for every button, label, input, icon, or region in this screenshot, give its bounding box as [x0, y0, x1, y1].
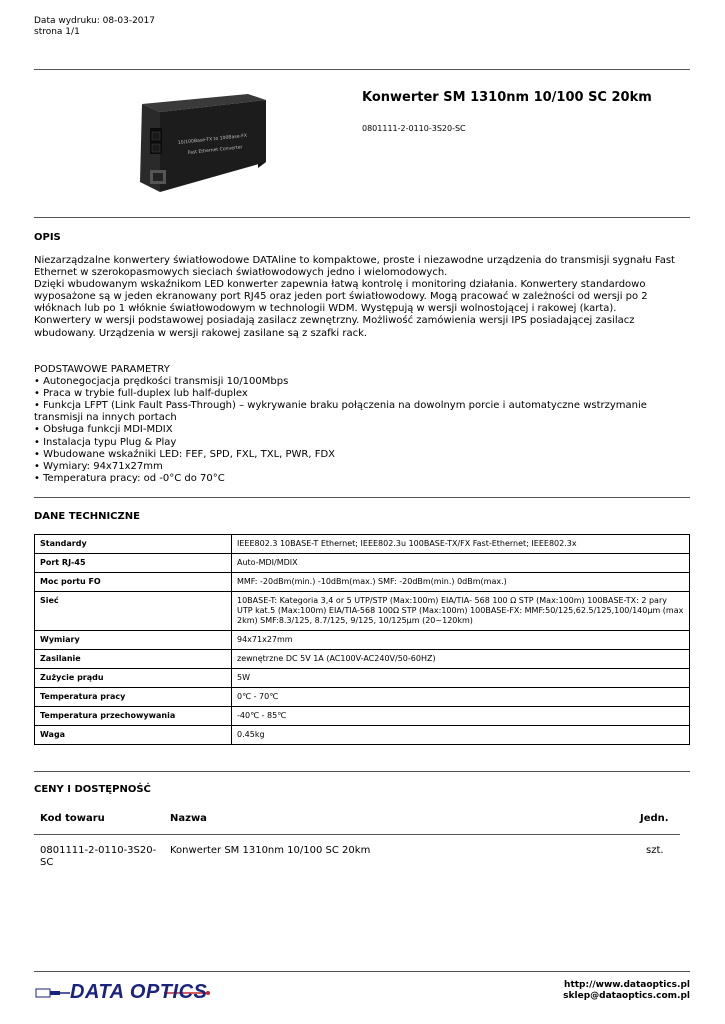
divider [34, 69, 690, 70]
logo-text: DATA OPTICS [70, 981, 208, 1003]
data-optics-logo [34, 978, 214, 1008]
spec-key: Zasilanie [35, 650, 232, 669]
product-image [120, 84, 280, 202]
table-row [35, 669, 690, 688]
spec-key: Zużycie prądu [35, 669, 232, 688]
price-row-name: Konwerter SM 1310nm 10/100 SC 20km [170, 845, 371, 856]
parameter-item: • Wymiary: 94x71x27mm [34, 460, 163, 472]
footer-contact [563, 980, 690, 1002]
description-paragraph: Konwertery w wersji podstawowej posiadają zasilacz zewnętrzny. Możliwość zamówienia wersji IPS posiadającej zasilacz wbudowany. Urządzenia w wersji rakowej zasilane są z szafki rack. [34, 315, 635, 339]
divider [34, 217, 690, 218]
section-heading-description: OPIS [34, 232, 61, 243]
footer-email[interactable]: sklep@dataoptics.com.pl [563, 991, 690, 1001]
parameter-item: • Wbudowane wskaźniki LED: FEF, SPD, FXL, TXL, PWR, FDX [34, 448, 336, 460]
parameter-item: • Instalacja typu Plug & Play [34, 436, 177, 448]
parameter-item: • Autonegocjacja prędkości transmisji 10/100Mbps [34, 376, 289, 388]
print-date: Data wydruku: 08-03-2017 [34, 16, 155, 26]
table-row [35, 592, 690, 631]
print-header [34, 16, 155, 38]
divider [34, 497, 690, 498]
product-title: Konwerter SM 1310nm 10/100 SC 20km [362, 90, 652, 105]
parameters-heading: PODSTAWOWE PARAMETRY [34, 364, 170, 375]
spec-key: Standardy [35, 535, 232, 554]
description-paragraph: Niezarządzalne konwertery światłowodowe DATAline to kompaktowe, proste i niezawodne urządzenia do transmisji sygnału Fast Ethernet w szerokopasmowych sieciach światłowodowych jedno i wielomodowych. [34, 255, 675, 279]
section-heading-tech: DANE TECHNICZNE [34, 511, 140, 522]
description-paragraph: Dzięki wbudowanym wskaźnikom LED konwerter zapewnia łatwą kontrolę i monitoring działania. Konwertery standardowo wyposażone są w jeden ekranowany port RJ45 oraz jeden port światłowodowy. Mogą pracować w zależności od wersji po 2 włóknach lub po 1 włóknie światłowodowym w technologii WDM. Występują w wersji wolnostojącej i rakowej (karta). [34, 279, 648, 315]
table-row [35, 726, 690, 745]
spec-value: 0.45kg [232, 726, 690, 745]
description-text [34, 255, 694, 340]
table-row [35, 535, 690, 554]
spec-value: 10BASE-T: Kategoria 3,4 or 5 UTP/STP (Max:100m) EIA/TIA- 568 100 Ω STP (Max:100m) 100BASE-TX: 2 pary UTP kat.5 (Max:100m) EIA/TIA-568 100Ω STP (Max:100m) 100BASE-FX: MMF:50/125,62.5/125,100/140μm (max 2km) SMF:8.3/125, 8.7/125, 9/125, 10/125μm (20~120km) [232, 592, 690, 631]
spec-value: MMF: -20dBm(min.) -10dBm(max.) SMF: -20dBm(min.) 0dBm(max.) [232, 573, 690, 592]
column-header-code: Kod towaru [40, 813, 105, 824]
section-heading-prices: CENY I DOSTĘPNOŚĆ [34, 784, 151, 795]
parameter-item: • Temperatura pracy: od -0°C do 70°C [34, 472, 225, 484]
image-label-line2: Fast Ethernet Converter [187, 145, 243, 156]
table-row [35, 554, 690, 573]
spec-key: Port RJ-45 [35, 554, 232, 573]
table-row [35, 688, 690, 707]
tech-spec-table [34, 534, 690, 745]
table-row [35, 650, 690, 669]
price-row-unit: szt. [646, 845, 664, 856]
spec-value: 5W [232, 669, 690, 688]
spec-value: -40℃ - 85℃ [232, 707, 690, 726]
spec-value: zewnętrzne DC 5V 1A (AC100V-AC240V/50-60HZ) [232, 650, 690, 669]
product-code: 0801111-2-0110-3S20-SC [362, 124, 466, 133]
spec-value: IEEE802.3 10BASE-T Ethernet; IEEE802.3u 100BASE-TX/FX Fast-Ethernet; IEEE802.3x [232, 535, 690, 554]
price-row-code: 0801111-2-0110-3S20-SC [40, 845, 157, 868]
parameter-item: • Obsługa funkcji MDI-MDIX [34, 424, 173, 436]
spec-key: Temperatura przechowywania [35, 707, 232, 726]
footer-url[interactable]: http://www.dataoptics.pl [564, 980, 690, 990]
table-row [35, 631, 690, 650]
spec-key: Moc portu FO [35, 573, 232, 592]
table-row [35, 573, 690, 592]
spec-value: 94x71x27mm [232, 631, 690, 650]
spec-key: Temperatura pracy [35, 688, 232, 707]
spec-key: Sieć [35, 592, 232, 631]
spec-value: 0℃ - 70℃ [232, 688, 690, 707]
parameter-item: • Praca w trybie full-duplex lub half-duplex [34, 388, 248, 400]
parameter-item: • Funkcja LFPT (Link Fault Pass-Through) – wykrywanie braku połączenia na dowolnym porcie i automatyczne wstrzymanie transmisji na innych portach [34, 400, 647, 424]
divider [34, 971, 690, 972]
table-header-divider [34, 834, 680, 835]
table-row [35, 707, 690, 726]
page-number: strona 1/1 [34, 27, 80, 37]
divider [34, 771, 690, 772]
spec-key: Wymiary [35, 631, 232, 650]
spec-key: Waga [35, 726, 232, 745]
column-header-name: Nazwa [170, 813, 207, 824]
basic-parameters [34, 364, 694, 485]
image-label-line1: 10/100Base-TX to 100Base-FX [177, 133, 248, 146]
spec-value: Auto-MDI/MDIX [232, 554, 690, 573]
column-header-unit: Jedn. [640, 813, 669, 824]
